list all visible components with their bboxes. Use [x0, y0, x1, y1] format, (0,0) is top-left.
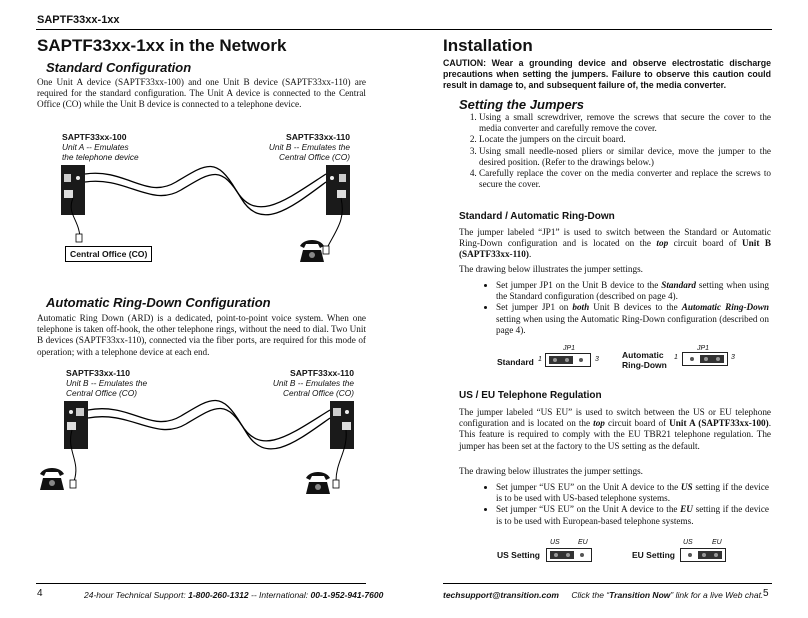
- us-eu-paragraph: [459, 407, 771, 452]
- us-b1-a: Set jumper “US EU” on the Unit A device to the: [496, 482, 681, 492]
- ring-b2-c: setting when using the Automatic Ring-Down configuration (described on page 4).: [496, 313, 769, 335]
- diag1-right-title: SAPTF33xx-110: [285, 132, 350, 142]
- diag2-right-sub2: Central Office (CO): [283, 388, 354, 398]
- ring-para-text-2: circuit board of: [668, 238, 743, 249]
- ring-b2-a: Set jumper JP1 on: [496, 302, 573, 313]
- step-1: 1. Using a small screwdriver, remove the screws that secure the cover to the media converter and carefully remove the cover.: [479, 112, 771, 134]
- us-b1-em: US: [680, 482, 693, 492]
- jumper-eu-drawing: [680, 548, 726, 562]
- right-page-title: Installation: [443, 36, 533, 55]
- standard-config-paragraph: One Unit A device (SAPTF33xx-100) and one Unit B device (SAPTF33xx-110) are required for the standard configuration. The Unit A device is connected to the Central Office (CO) while the Unit B device is connected to a telephone device.: [37, 77, 366, 110]
- support-email-link[interactable]: techsupport@transition.com: [443, 590, 559, 600]
- diag1-left-title: SAPTF33xx-100: [62, 132, 127, 142]
- us-eu-bullets: [464, 482, 769, 527]
- us-bullet-2: [496, 504, 769, 526]
- us-eu-heading: US / EU Telephone Regulation: [459, 390, 602, 401]
- us-para-text-3: . This feature is required to comply with the EU TBR21 telephone regulation. The jumper has been set at the factory to the US setting as the default.: [459, 418, 771, 451]
- jp-ard-pin1: 1: [674, 354, 678, 361]
- jumper-ard-drawing: [682, 352, 728, 366]
- click-a: Click the “: [571, 590, 610, 600]
- us-para-unit: Unit A (SAPTF33xx-100): [669, 418, 769, 429]
- us-b2-em: EU: [680, 504, 693, 515]
- diag2-right-label: [266, 368, 354, 398]
- diag1-left-label: [62, 132, 139, 162]
- ring-para-text-3: .: [528, 249, 532, 260]
- ring-bullet-1: [496, 280, 769, 302]
- running-header: SAPTF33xx-1xx: [37, 14, 120, 26]
- setting-jumpers-heading: Setting the Jumpers: [459, 97, 584, 112]
- us-para-top: top: [593, 418, 605, 429]
- support-phone-us[interactable]: 1-800-260-1312: [188, 590, 249, 600]
- click-b: ” link for a live Web chat.: [670, 590, 764, 600]
- fiber-cable-1: [85, 167, 326, 207]
- ard-config-diagram: [36, 396, 366, 502]
- diag1-left-sub2: the telephone device: [62, 152, 139, 162]
- ring-b1-em: Standard: [661, 280, 696, 290]
- jp-standard-jp1: JP1: [563, 345, 576, 352]
- ard-config-heading: Automatic Ring-Down Configuration: [46, 295, 271, 310]
- us-b2-b: setting if the device is to be used with European-based telephone systems.: [496, 504, 769, 526]
- standard-config-heading: Standard Configuration: [46, 60, 192, 75]
- diag2-right-title: SAPTF33xx-110: [289, 368, 354, 378]
- ring-b1-a: Set jumper JP1 on the Unit B device to the: [496, 280, 662, 290]
- jp-ard-jp1: JP1: [697, 345, 710, 352]
- us-bullet-1: [496, 482, 769, 504]
- jumper-steps-list: [461, 112, 771, 190]
- jumper-cap: [698, 551, 722, 559]
- ring-b2-em2: Automatic Ring-Down: [681, 302, 769, 313]
- jumper-cap: [700, 355, 724, 363]
- us-b1-b: setting if the device is to be used with US-based telephone systems.: [496, 482, 769, 504]
- right-footer-page: 5: [763, 588, 769, 599]
- right-footer-text: [443, 590, 763, 600]
- us-setting-label: US Setting: [497, 550, 540, 560]
- jumper-standard-drawing: [545, 353, 591, 367]
- eu-setting-label: EU Setting: [632, 550, 675, 560]
- caution-paragraph: CAUTION: Wear a grounding device and observe electrostatic discharge precautions when setting the jumpers. Failure to observe this caution could result in damage to, and subsequent failure of, the media converter.: [443, 58, 771, 90]
- ring-bullets: [464, 280, 769, 336]
- central-office-box: Central Office (CO): [65, 246, 152, 262]
- jp-ard-label: [622, 350, 667, 370]
- jumper-cap: [550, 551, 574, 559]
- us-drawing-note: The drawing below illustrates the jumper settings.: [459, 466, 643, 476]
- support-prefix: 24-hour Technical Support:: [84, 590, 189, 600]
- jumper-us-drawing: [546, 548, 592, 562]
- ring-para-text-1: The jumper labeled “JP1” is used to switch between the Standard or Automatic Ring-Down configuration and is located on the: [459, 227, 771, 249]
- left-telephone-icon: [40, 468, 64, 490]
- us-para-text-1: The jumper labeled “US EU” is used to switch between the US or EU telephone configuration and is located on the: [459, 407, 771, 429]
- left-footer-page: 4: [37, 588, 43, 599]
- left-footer-rule: [36, 583, 366, 584]
- jp-standard-pin1: 1: [538, 356, 542, 363]
- transition-now-link[interactable]: Transition Now: [609, 590, 671, 600]
- jp-standard-pin3: 3: [595, 356, 599, 363]
- diag1-left-sub1: Unit A -- Emulates: [62, 142, 129, 152]
- diag1-right-label: [266, 132, 350, 162]
- ring-bullet-2: [496, 302, 769, 336]
- ring-b2-em1: both: [572, 302, 590, 313]
- ring-para-top: top: [656, 238, 669, 249]
- eu-setting-us: US: [683, 539, 693, 546]
- diag2-left-label: [66, 368, 147, 398]
- left-page-title: SAPTF33xx-1xx in the Network: [37, 36, 287, 55]
- support-mid: -- International:: [248, 590, 311, 600]
- fiber-cable-2: [85, 175, 326, 215]
- right-telephone-icon: [306, 472, 330, 494]
- eu-setting-eu: EU: [712, 539, 722, 546]
- step-2: 2. Locate the jumpers on the circuit board.: [479, 134, 771, 145]
- us-para-text-2: circuit board of: [604, 418, 670, 429]
- right-footer-rule: [443, 583, 772, 584]
- ring-down-heading: Standard / Automatic Ring-Down: [459, 211, 615, 222]
- diag2-left-title: SAPTF33xx-110: [66, 368, 131, 378]
- diag2-left-sub1: Unit B -- Emulates the: [66, 378, 148, 388]
- us-setting-us: US: [550, 539, 560, 546]
- telephone-icon: [300, 240, 324, 262]
- ring-b2-b: Unit B devices to the: [589, 302, 682, 313]
- diag2-left-sub2: Central Office (CO): [66, 388, 137, 398]
- us-b2-a: Set jumper “US EU” on the Unit A device to the: [496, 504, 681, 515]
- step-4: 4. Carefully replace the cover on the media converter and replace the screws to secure the cover.: [479, 168, 771, 190]
- jp-standard-label: Standard: [497, 357, 534, 367]
- jp-ard-pin3: 3: [731, 354, 735, 361]
- left-footer-support: [84, 590, 383, 600]
- jp-ard-label-2: Ring-Down: [622, 360, 667, 370]
- us-setting-eu: EU: [578, 539, 588, 546]
- header-rule: [36, 29, 772, 30]
- step-3: 3. Using small needle-nosed pliers or similar device, move the jumper to the desired position. (Refer to the drawings below.): [479, 146, 771, 168]
- ring-down-paragraph: [459, 227, 771, 261]
- jumper-cap: [549, 356, 573, 364]
- ring-para-unit: Unit B (SAPTF33xx-110): [459, 238, 771, 260]
- ring-drawing-note: The drawing below illustrates the jumper settings.: [459, 264, 643, 274]
- jp-ard-label-1: Automatic: [622, 350, 664, 360]
- support-phone-intl[interactable]: 00-1-952-941-7600: [310, 590, 384, 600]
- diag2-right-sub1: Unit B -- Emulates the: [272, 378, 354, 388]
- diag1-right-sub1: Unit B -- Emulates the: [268, 142, 350, 152]
- ard-config-paragraph: Automatic Ring Down (ARD) is a dedicated, point-to-point voice system. When one telephone is taken off-hook, the other telephone rings, without the need to dial. Two Unit B devices (SAPTF33xx-110), connected via the fiber ports, are required for this mode of operation; with a telephone device at each end.: [37, 313, 366, 357]
- ring-b1-b: setting when using the Standard configuration (described on page 4).: [496, 280, 770, 302]
- diag1-right-sub2: Central Office (CO): [279, 152, 350, 162]
